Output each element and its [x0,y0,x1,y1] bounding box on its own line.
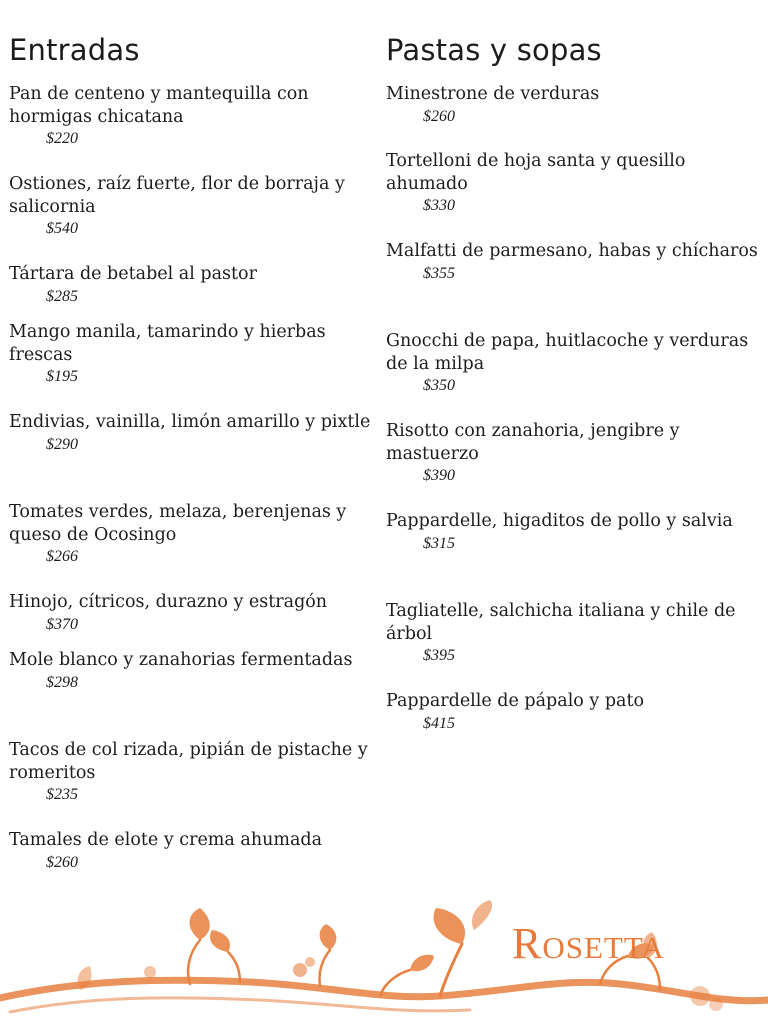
menu-item [386,690,762,780]
menu-item [9,173,371,263]
menu-item [386,420,762,510]
menu-item-name: Tártara de betabel al pastor [9,264,257,284]
menu-item-name: Malfatti de parmesano, habas y chícharos [386,241,758,261]
menu-item-name: Tortelloni de hoja santa y quesillo ahumado [386,151,686,194]
menu-item-name: Gnocchi de papa, huitlacoche y verduras de la milpa [386,331,749,374]
menu-item [386,330,762,420]
section-title-entradas: Entradas [9,33,140,67]
section-title-pastas-sopas: Pastas y sopas [386,33,602,67]
menu-item [9,411,371,501]
menu-item-price: $266 [46,548,78,565]
menu-item-price: $220 [46,130,78,147]
menu-item-name: Mole blanco y zanahorias fermentadas [9,650,353,670]
pastas-sopas-section [386,30,762,780]
menu-item-name: Tacos de col rizada, pipián de pistache y romeritos [9,740,368,783]
menu-item-price: $390 [423,467,455,484]
menu-item [9,263,371,321]
menu-item-price: $260 [423,107,455,125]
menu-item [9,501,371,591]
menu-item-price: $285 [46,287,78,305]
menu-item [386,510,762,600]
menu-item [386,83,762,150]
menu-item [386,600,762,690]
menu-item-name: Pappardelle, higaditos de pollo y salvia [386,511,733,531]
menu-item-price: $298 [46,673,78,691]
menu-item [9,321,371,411]
menu-item [386,240,762,330]
brand-logo: Rosetta [512,919,665,968]
menu-item-price: $290 [46,435,78,453]
menu-item-name: Risotto con zanahoria, jengibre y mastuerzo [386,421,680,464]
menu-item-price: $415 [423,714,455,732]
entradas-section [9,30,371,919]
menu-item-name: Tomates verdes, melaza, berenjenas y queso de Ocosingo [9,502,347,545]
menu-item-price: $330 [423,197,455,214]
menu-item-name: Endivias, vainilla, limón amarillo y pixtle [9,412,371,432]
menu-item-price: $350 [423,377,455,394]
menu-item-price: $540 [46,220,78,237]
menu-item-price: $195 [46,368,78,385]
menu-item-price: $395 [423,647,455,664]
menu-item-name: Mango manila, tamarindo y hierbas frescas [9,322,326,365]
menu-item-name: Hinojo, cítricos, durazno y estragón [9,592,328,612]
menu-item-name: Tagliatelle, salchicha italiana y chile de árbol [386,601,736,644]
menu-item-name: Minestrone de verduras [386,84,600,104]
menu-item [9,649,371,739]
menu-item-name: Tamales de elote y crema ahumada [9,830,323,850]
menu-item-price: $370 [46,615,78,633]
menu-item-price: $260 [46,853,78,871]
menu-item-price: $235 [46,786,78,803]
menu-item-name: Pappardelle de pápalo y pato [386,691,645,711]
menu-item-price: $355 [423,264,455,282]
menu-item [9,83,371,173]
menu-item-price: $315 [423,534,455,552]
menu-item [386,150,762,240]
menu-item [9,591,371,649]
menu-item [9,739,371,829]
menu-item-name: Pan de centeno y mantequilla con hormigas chicatana [9,84,309,127]
menu-item-name: Ostiones, raíz fuerte, flor de borraja y salicornia [9,174,345,217]
